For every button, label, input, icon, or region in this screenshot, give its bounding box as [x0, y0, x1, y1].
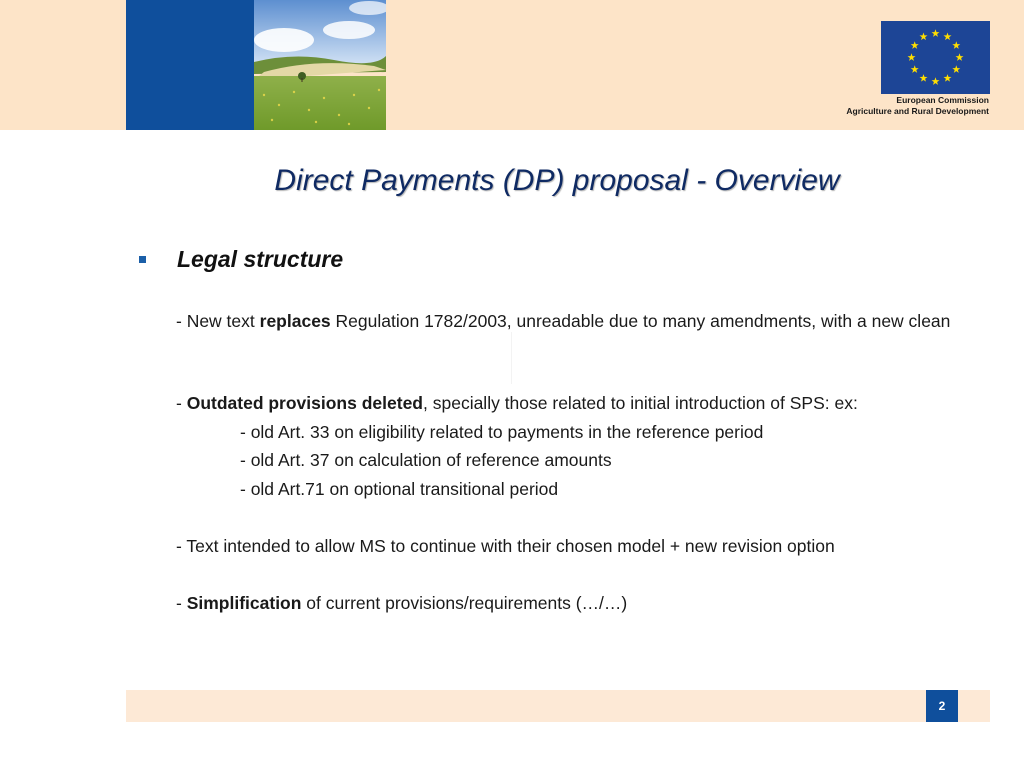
- p1-pre: - New text: [176, 311, 260, 331]
- p4-post: of current provisions/requirements (…/…): [301, 593, 628, 613]
- p1-post: Regulation 1782/2003, unreadable due to many amendments, with a new clean: [330, 311, 951, 331]
- header-blue-block: [126, 0, 254, 130]
- eu-flag-icon: [881, 21, 990, 94]
- p4-bold: Simplification: [186, 593, 302, 613]
- sub-item: - old Art.71 on optional transitional period: [240, 479, 559, 499]
- page-number: 2: [926, 690, 958, 722]
- eu-star-icon: [932, 29, 940, 37]
- eu-star-icon: [932, 77, 940, 85]
- paragraph-text-intended: - Text intended to allow MS to continue with their chosen model + new revision option: [176, 536, 835, 556]
- eu-star-icon: [920, 74, 928, 82]
- p2-post: , specially those related to initial introduction of SPS: ex:: [423, 393, 858, 413]
- landscape-photo: [254, 0, 386, 130]
- slide-title: Direct Payments (DP) proposal - Overview: [274, 164, 840, 197]
- divider: [511, 332, 512, 384]
- bullet-square-icon: [139, 256, 146, 263]
- eu-star-icon: [920, 33, 928, 41]
- p2-bold: Outdated provisions deleted: [186, 393, 423, 413]
- eu-star-icon: [911, 65, 919, 73]
- eu-star-icon: [952, 41, 960, 49]
- org-line-1: European Commission: [896, 95, 989, 105]
- p2-pre: -: [176, 393, 187, 413]
- eu-star-icon: [952, 65, 960, 73]
- eu-star-icon: [956, 53, 964, 61]
- eu-star-icon: [908, 53, 916, 61]
- sub-item: - old Art. 37 on calculation of reference amounts: [240, 450, 612, 470]
- eu-commission-label: [846, 95, 989, 117]
- eu-star-icon: [944, 74, 952, 82]
- org-line-2: Agriculture and Rural Development: [846, 106, 989, 116]
- footer-band: [126, 690, 990, 722]
- p1-bold: replaces: [259, 311, 331, 331]
- paragraph-replaces: [176, 309, 976, 333]
- sub-item: - old Art. 33 on eligibility related to payments in the reference period: [240, 422, 764, 442]
- section-heading: Legal structure: [177, 246, 344, 272]
- eu-star-icon: [944, 33, 952, 41]
- p4-pre: -: [176, 593, 187, 613]
- paragraph-simplification: [176, 591, 976, 615]
- eu-star-icon: [911, 41, 919, 49]
- paragraph-outdated: [176, 391, 976, 415]
